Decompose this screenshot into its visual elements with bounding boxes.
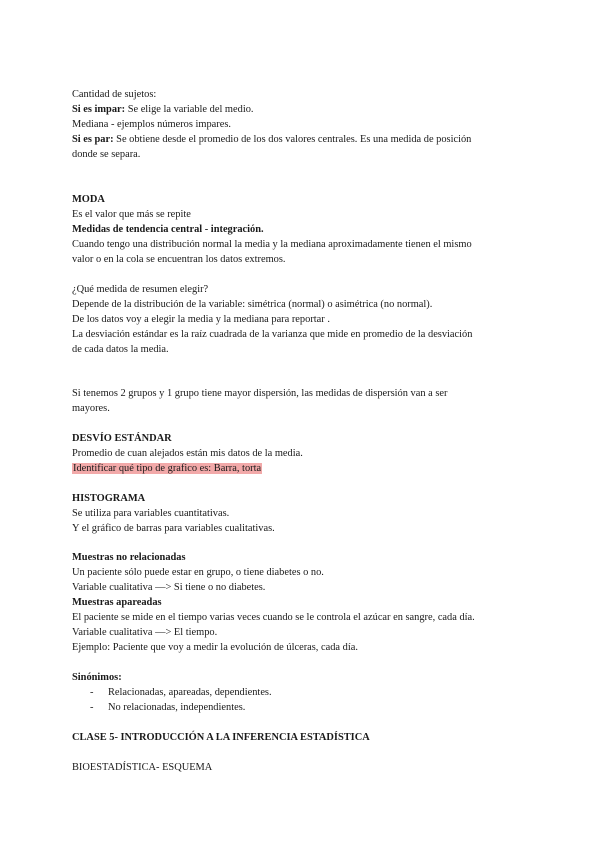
text-line: Promedio de cuan alejados están mis datos de la media.	[72, 448, 303, 459]
text-line: Depende de la distribución de la variable: simétrica (normal) o asimétrica (no normal).	[72, 299, 433, 310]
subheading-no-relacionadas: Muestras no relacionadas	[72, 552, 186, 563]
text-line	[72, 132, 471, 147]
text-line: mayores.	[72, 403, 110, 414]
bold-label: Si es impar:	[72, 104, 126, 115]
text-line	[72, 102, 254, 117]
bold-label: Si es par:	[72, 134, 114, 145]
section-heading-clase: CLASE 5- INTRODUCCIÓN A LA INFERENCIA ESTADÍSTICA	[72, 732, 370, 743]
text-line: valor o en la cola se encuentran los datos extremos.	[72, 254, 286, 265]
text-line: de cada datos la media.	[72, 344, 169, 355]
text-span: Se elige la variable del medio.	[125, 104, 254, 115]
text-line: El paciente se mide en el tiempo varias veces cuando se le controla el azúcar en sangre, cada día.	[72, 612, 475, 623]
section-heading-sinonimos: Sinónimos:	[72, 672, 122, 683]
text-line: De los datos voy a elegir la media y la mediana para reportar .	[72, 314, 330, 325]
text-line: Si tenemos 2 grupos y 1 grupo tiene mayor dispersión, las medidas de dispersión van a ser	[72, 388, 448, 399]
highlighted-line	[72, 461, 262, 476]
text-line: Cantidad de sujetos:	[72, 89, 157, 100]
subheading: Medidas de tendencia central - integración.	[72, 224, 264, 235]
text-line: donde se separa.	[72, 149, 141, 160]
text-line: ¿Qué medida de resumen elegir?	[72, 284, 209, 295]
highlight-text: Identificar qué tipo de grafico es: Barra, torta	[73, 463, 262, 474]
text-line: Se utiliza para variables cuantitativas.	[72, 508, 230, 519]
text-line: Y el gráfico de barras para variables cualitativas.	[72, 523, 275, 534]
section-heading-histograma: HISTOGRAMA	[72, 493, 146, 504]
subtitle: BIOESTADÍSTICA- ESQUEMA	[72, 762, 213, 773]
subheading-apareadas: Muestras apareadas	[72, 597, 162, 608]
text-line: Es el valor que más se repite	[72, 209, 191, 220]
section-heading-moda: MODA	[72, 194, 105, 205]
list-item: Relacionadas, apareadas, dependientes.	[108, 687, 272, 698]
section-heading-desvio: DESVÍO ESTÁNDAR	[72, 433, 172, 444]
list-bullet: -	[90, 687, 94, 698]
text-line: La desviación estándar es la raíz cuadrada de la varianza que mide en promedio de la desviación	[72, 329, 473, 340]
text-line: Variable cualitativa —> El tiempo.	[72, 627, 218, 638]
text-line: Variable cualitativa —> Si tiene o no diabetes.	[72, 582, 266, 593]
text-line: Ejemplo: Paciente que voy a medir la evolución de úlceras, cada día.	[72, 642, 358, 653]
list-bullet: -	[90, 702, 94, 713]
text-line: Cuando tengo una distribución normal la media y la mediana aproximadamente tienen el mismo	[72, 239, 472, 250]
text-span: Se obtiene desde el promedio de los dos valores centrales. Es una medida de posición	[113, 134, 472, 145]
text-line: Mediana - ejemplos números impares.	[72, 119, 231, 130]
text-line: Un paciente sólo puede estar en grupo, o tiene diabetes o no.	[72, 567, 324, 578]
list-item: No relacionadas, independientes.	[108, 702, 246, 713]
